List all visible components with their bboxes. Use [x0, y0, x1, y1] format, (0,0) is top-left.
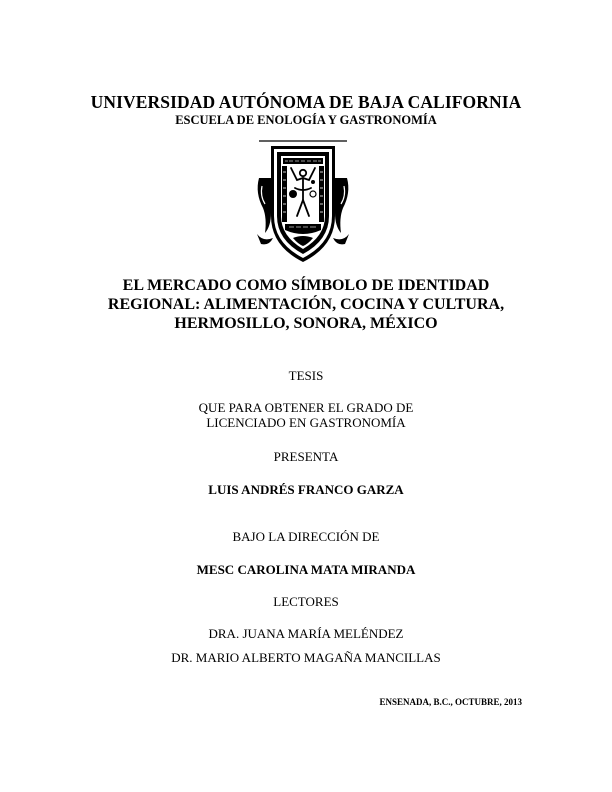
presents-label: PRESENTA — [273, 449, 339, 464]
thesis-title — [0, 276, 612, 333]
school-name: ESCUELA DE ENOLOGÍA Y GASTRONOMÍA — [175, 113, 437, 127]
university-name: UNIVERSIDAD AUTÓNOMA DE BAJA CALIFORNIA — [90, 92, 522, 112]
university-crest-icon — [253, 138, 353, 266]
author-name: LUIS ANDRÉS FRANCO GARZA — [208, 482, 404, 497]
thesis-type: TESIS — [288, 368, 324, 383]
director-name: MESC CAROLINA MATA MIRANDA — [196, 562, 416, 577]
place-date: ENSENADA, B.C., OCTUBRE, 2013 — [379, 697, 522, 707]
title-line-2: REGIONAL: ALIMENTACIÓN, COCINA Y CULTURA, — [107, 296, 505, 313]
readers-label: LECTORES — [273, 594, 339, 609]
title-line-3: HERMOSILLO, SONORA, MÉXICO — [174, 315, 438, 332]
direction-label: BAJO LA DIRECCIÓN DE — [232, 529, 380, 544]
reader-1: DRA. JUANA MARÍA MELÉNDEZ — [208, 626, 404, 641]
purpose-line-2: LICENCIADO EN GASTRONOMÍA — [206, 415, 406, 430]
reader-2: DR. MARIO ALBERTO MAGAÑA MANCILLAS — [171, 650, 441, 665]
purpose-line-1: QUE PARA OBTENER EL GRADO DE — [198, 400, 414, 415]
title-line-1: EL MERCADO COMO SÍMBOLO DE IDENTIDAD — [122, 277, 490, 294]
